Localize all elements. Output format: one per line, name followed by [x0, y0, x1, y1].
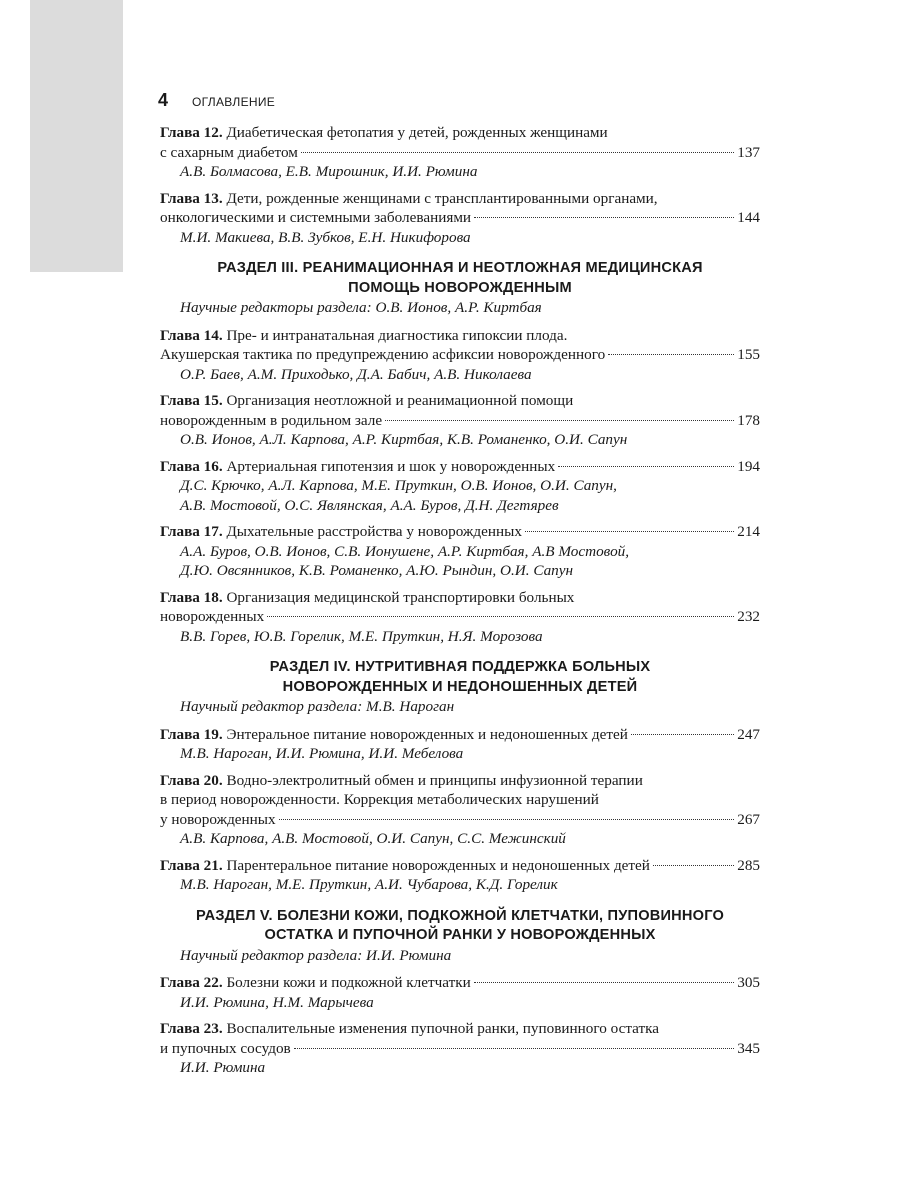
chapter-authors: А.В. Карпова, А.В. Мостовой, О.И. Сапун, С.С. Межинский — [180, 830, 566, 847]
chapter-authors: В.В. Горев, Ю.В. Горелик, М.Е. Пруткин, Н.Я. Морозова — [180, 627, 543, 645]
chapter-label: Глава 18. — [160, 588, 223, 606]
page-ref: 345 — [737, 1039, 760, 1057]
dot-leader — [301, 152, 734, 153]
chapter-label: Глава 13. — [160, 189, 223, 207]
chapter-title-continued: с сахарным диабетом — [160, 143, 298, 161]
page-edge-tab — [30, 0, 123, 272]
toc-entry-chapter-17 — [160, 522, 760, 581]
dot-leader — [474, 217, 734, 218]
dot-leader — [653, 865, 734, 866]
toc-entry-chapter-20 — [160, 771, 760, 849]
chapter-authors: А.А. Буров, О.В. Ионов, С.В. Ионушене, А.Р. Киртбая, А.В Мостовой, — [180, 542, 630, 560]
toc-entry-chapter-15 — [160, 391, 760, 450]
chapter-authors: И.И. Рюмина, Н.М. Марычева — [180, 993, 374, 1011]
dot-leader — [525, 531, 734, 532]
section-title-line: РАЗДЕЛ III. РЕАНИМАЦИОННАЯ И НЕОТЛОЖНАЯ МЕДИЦИНСКАЯ — [217, 260, 703, 276]
chapter-title: Организация медицинской транспортировки больных — [222, 588, 575, 606]
chapter-title-continued: новорожденным в родильном зале — [160, 411, 383, 429]
page-ref: 178 — [737, 411, 760, 429]
toc-entry-chapter-16 — [160, 457, 760, 516]
chapter-authors: О.В. Ионов, А.Л. Карпова, А.Р. Киртбая, К.В. Романенко, О.И. Сапун — [180, 431, 628, 448]
page-ref: 232 — [737, 608, 760, 625]
toc-entry-chapter-14 — [160, 326, 760, 385]
dot-leader — [558, 466, 734, 467]
chapter-label: Глава 21. — [160, 856, 223, 874]
chapter-title-continued: и пупочных сосудов — [160, 1039, 291, 1057]
chapter-authors: И.И. Рюмина — [180, 1059, 266, 1076]
dot-leader — [385, 420, 734, 421]
chapter-label: Глава 16. — [160, 457, 223, 475]
chapter-title: Парентеральное питание новорожденных и недоношенных детей — [222, 856, 650, 874]
chapter-authors: Д.С. Крючко, А.Л. Карпова, М.Е. Пруткин, О.В. Ионов, О.И. Сапун, — [180, 477, 617, 494]
chapter-title: Энтеральное питание новорожденных и недоношенных детей — [222, 725, 628, 743]
section-heading-3 — [160, 259, 760, 298]
chapter-authors: А.В. Болмасова, Е.В. Мирошник, И.И. Рюмина — [180, 163, 478, 180]
chapter-title: Дети, рожденные женщинами с трансплантированными органами, — [222, 189, 658, 207]
chapter-title-continued: онкологическими и системными заболеваниями — [160, 209, 472, 226]
toc-entry-chapter-13 — [160, 189, 760, 248]
section-title-line: ОСТАТКА И ПУПОЧНОЙ РАНКИ У НОВОРОЖДЕННЫХ — [264, 927, 656, 943]
chapter-title: Водно-электролитный обмен и принципы инфузионной терапии — [222, 771, 643, 789]
page-ref: 247 — [737, 725, 760, 743]
section-heading-4 — [160, 658, 760, 697]
section-editors: Научные редакторы раздела: О.В. Ионов, А.Р. Киртбая — [180, 299, 542, 316]
section-title-line: НОВОРОЖДЕННЫХ И НЕДОНОШЕННЫХ ДЕТЕЙ — [282, 678, 638, 695]
chapter-title: Воспалительные изменения пупочной ранки, пуповинного остатка — [222, 1020, 660, 1037]
chapter-title: Пре- и интранатальная диагностика гипоксии плода. — [222, 326, 568, 344]
chapter-authors-continued: Д.Ю. Овсянников, К.В. Романенко, А.Ю. Рындин, О.И. Сапун — [180, 562, 574, 579]
section-heading-5 — [160, 907, 760, 946]
chapter-label: Глава 19. — [160, 725, 223, 743]
chapter-title: Болезни кожи и подкожной клетчатки — [222, 974, 471, 991]
toc-entry-chapter-23 — [160, 1019, 760, 1078]
chapter-title: Диабетическая фетопатия у детей, рожденных женщинами — [222, 124, 608, 141]
chapter-authors: М.И. Макиева, В.В. Зубков, Е.Н. Никифорова — [180, 228, 471, 246]
section-title-line: РАЗДЕЛ IV. НУТРИТИВНАЯ ПОДДЕРЖКА БОЛЬНЫХ — [269, 659, 651, 675]
chapter-title: Организация неотложной и реанимационной помощи — [222, 392, 574, 409]
chapter-label: Глава 14. — [160, 326, 223, 344]
chapter-label: Глава 15. — [160, 392, 223, 409]
toc-entry-chapter-22 — [160, 973, 760, 1012]
page-ref: 267 — [737, 810, 760, 828]
toc-entry-chapter-18 — [160, 588, 760, 647]
chapter-title-continued: у новорожденных — [160, 810, 276, 828]
chapter-title-continued: новорожденных — [160, 608, 265, 625]
page-ref: 214 — [737, 523, 760, 540]
page-ref: 137 — [737, 143, 760, 161]
page-ref: 144 — [737, 209, 760, 226]
dot-leader — [474, 982, 735, 983]
dot-leader — [267, 616, 734, 617]
toc-entry-chapter-12 — [160, 123, 760, 182]
chapter-title-continued: в период новорожденности. Коррекция метаболических нарушений — [160, 791, 599, 808]
section-editors: Научный редактор раздела: М.В. Нароган — [180, 698, 455, 715]
chapter-label: Глава 22. — [160, 974, 223, 991]
table-of-contents — [160, 123, 760, 1085]
page-number: 4 — [158, 90, 169, 110]
page-ref: 155 — [737, 346, 760, 363]
page-ref: 305 — [737, 974, 760, 991]
chapter-authors: О.Р. Баев, А.М. Приходько, Д.А. Бабич, А.В. Николаева — [180, 365, 532, 383]
running-header — [158, 90, 275, 110]
section-editors: Научный редактор раздела: И.И. Рюмина — [180, 946, 452, 964]
chapter-title: Артериальная гипотензия и шок у новорожденных — [222, 457, 556, 475]
section-title-line: РАЗДЕЛ V. БОЛЕЗНИ КОЖИ, ПОДКОЖНОЙ КЛЕТЧАТКИ, ПУПОВИННОГО — [195, 907, 725, 924]
chapter-label: Глава 23. — [160, 1020, 223, 1037]
toc-entry-chapter-21 — [160, 856, 760, 895]
chapter-label: Глава 12. — [160, 124, 223, 141]
page-ref: 285 — [737, 856, 760, 874]
chapter-authors: М.В. Нароган, И.И. Рюмина, И.И. Мебелова — [180, 745, 464, 762]
dot-leader — [279, 819, 735, 820]
page-ref: 194 — [737, 457, 760, 475]
section-title-line: ПОМОЩЬ НОВОРОЖДЕННЫМ — [348, 279, 572, 296]
chapter-authors: М.В. Нароган, М.Е. Пруткин, А.И. Чубарова, К.Д. Горелик — [180, 876, 558, 893]
chapter-label: Глава 20. — [160, 771, 223, 789]
chapter-label: Глава 17. — [160, 523, 223, 540]
chapter-authors-continued: А.В. Мостовой, О.С. Являнская, А.А. Буров, Д.Н. Дегтярев — [180, 496, 559, 514]
toc-entry-chapter-19 — [160, 725, 760, 764]
dot-leader — [631, 734, 734, 735]
dot-leader — [608, 354, 734, 355]
chapter-title-continued: Акушерская тактика по предупреждению асфиксии новорожденного — [160, 346, 606, 363]
running-title: ОГЛАВЛЕНИЕ — [192, 95, 276, 109]
dot-leader — [294, 1048, 735, 1049]
chapter-title: Дыхательные расстройства у новорожденных — [222, 523, 522, 540]
